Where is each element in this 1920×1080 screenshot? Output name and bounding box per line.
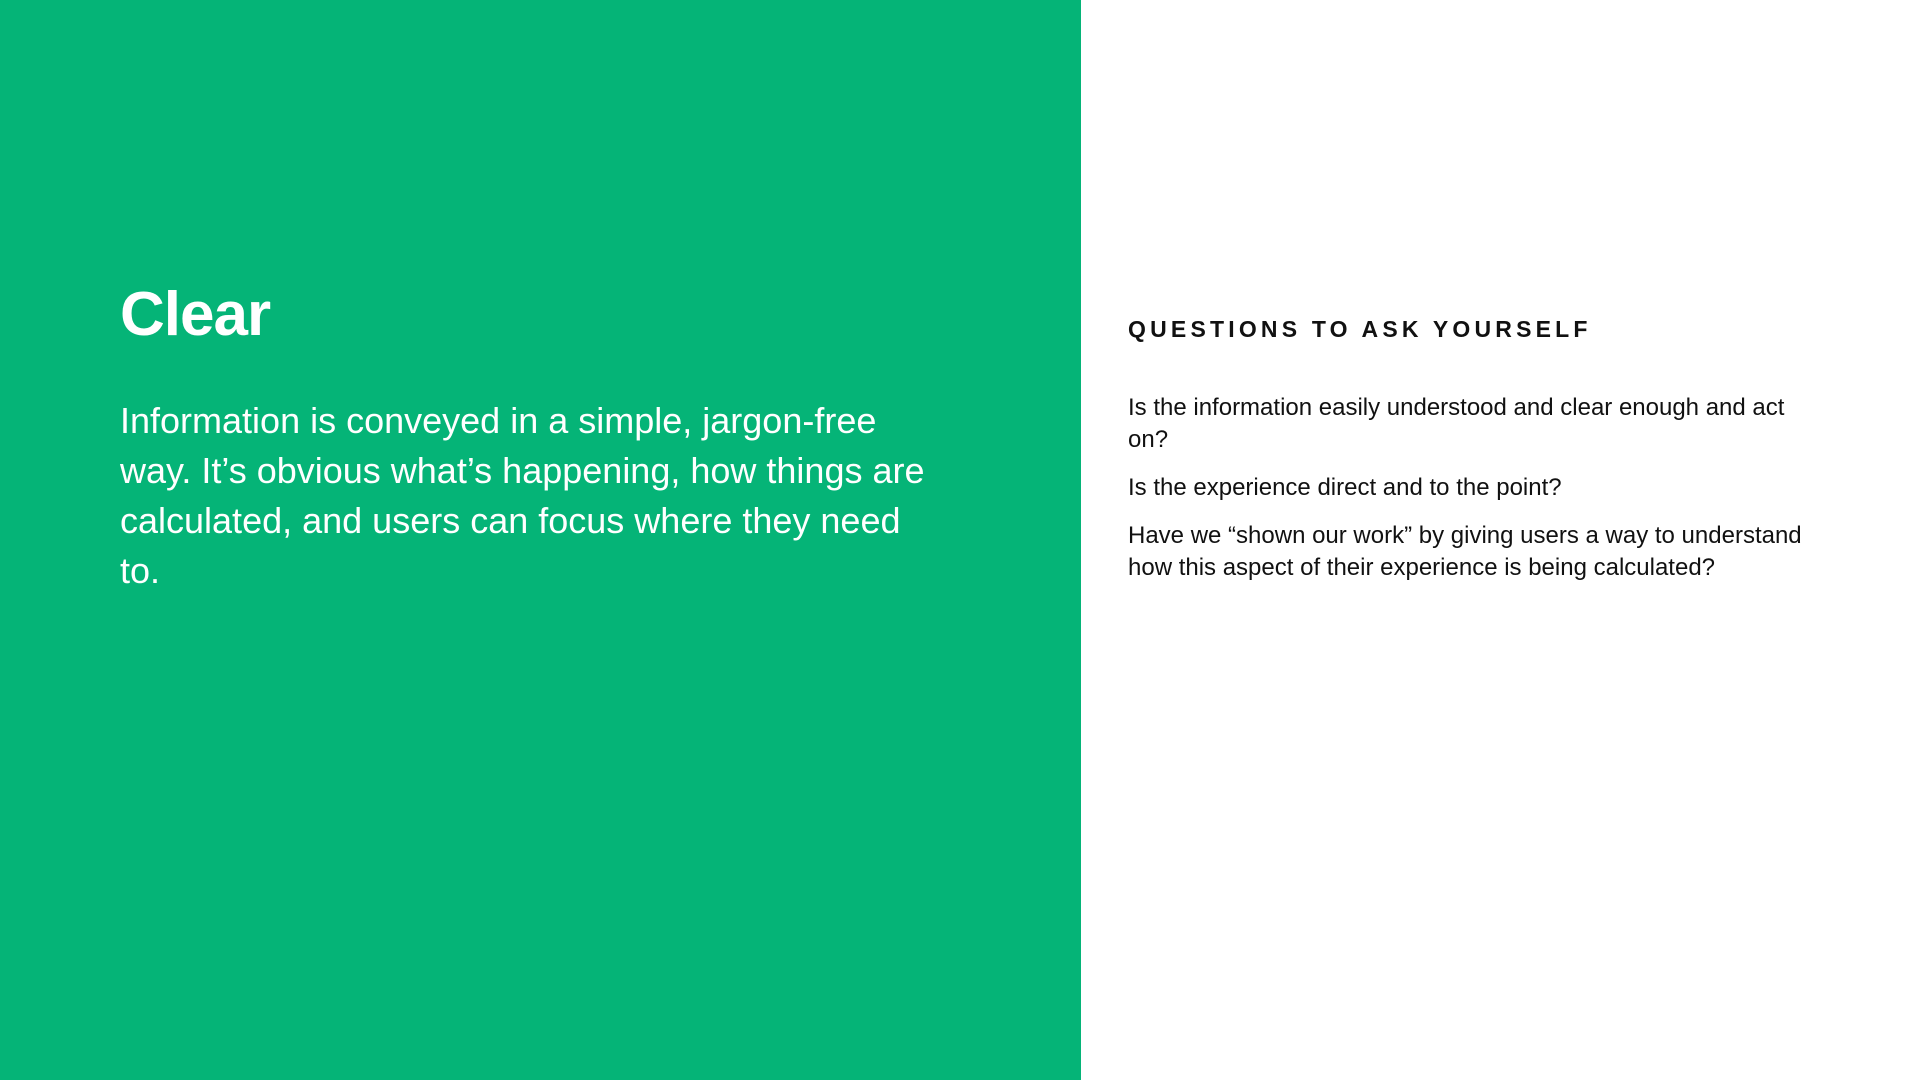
- question-list: [1128, 392, 1818, 600]
- question-item: Is the experience direct and to the point?: [1128, 474, 1562, 501]
- principle-title: Clear: [120, 280, 271, 349]
- principle-description: Information is conveyed in a simple, jargon-free way. It’s obvious what’s happening, how things are calculated, and users can focus where they need to.: [120, 400, 925, 591]
- questions-heading: QUESTIONS TO ASK YOURSELF: [1128, 316, 1592, 342]
- question-item: Is the information easily understood and clear enough and act on?: [1128, 394, 1785, 453]
- question-item: Have we “shown our work” by giving users a way to understand how this aspect of their experience is being calculated?: [1128, 522, 1802, 581]
- questions-panel: [1081, 0, 1920, 1080]
